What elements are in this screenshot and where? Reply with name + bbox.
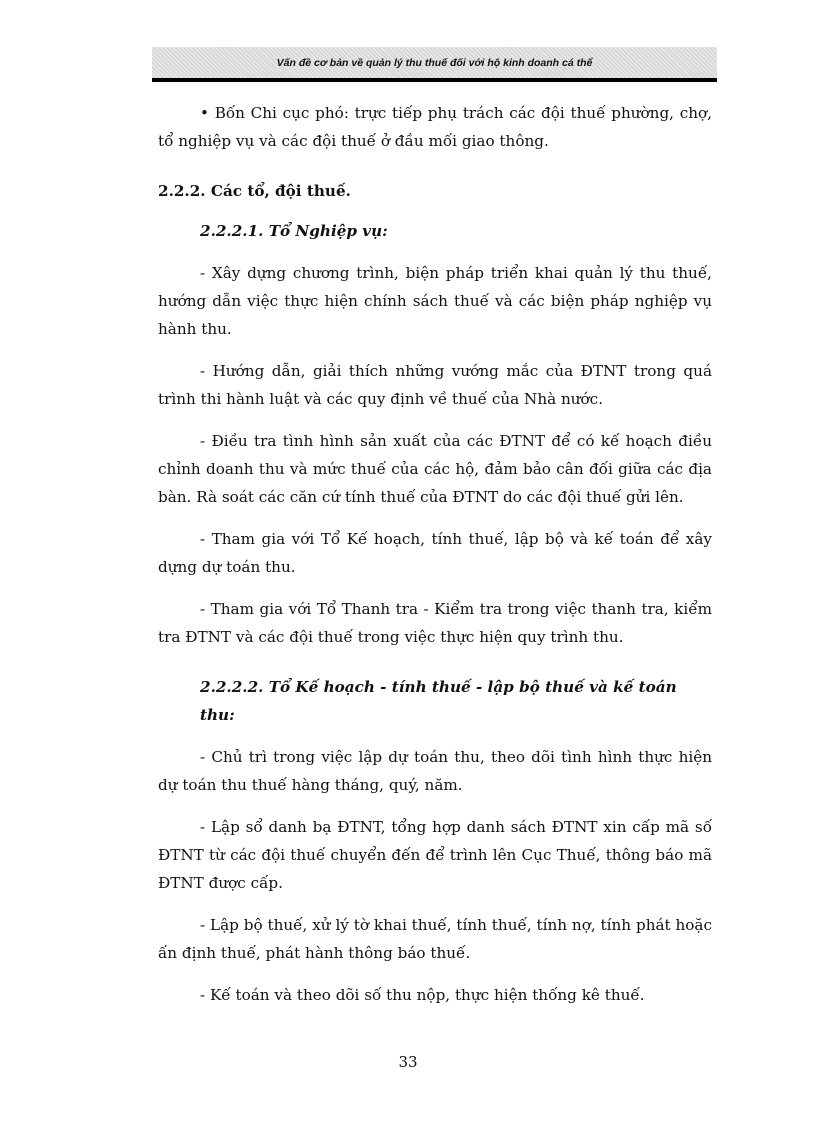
subsection-heading-2-2-2-2: 2.2.2.2. Tổ Kế hoạch - tính thuế - lập bộ thuế và kế toán thu: [200,678,677,724]
paragraph-item: - Điều tra tình hình sản xuất của các ĐTNT để có kế hoạch điều chỉnh doanh thu và mức thuế của các hộ, đảm bảo cân đối giữa các địa bàn. Rà soát các căn cứ tính thuế của ĐTNT do các đội thuế gửi lên. [158,432,712,506]
paragraph-item: - Lập bộ thuế, xử lý tờ khai thuế, tính thuế, tính nợ, tính phát hoặc ấn định thuế, phát hành thông báo thuế. [158,916,712,962]
paragraph-deputy-heads: • Bốn Chi cục phó: trực tiếp phụ trách các đội thuế phường, chợ, tổ nghiệp vụ và các đội thuế ở đầu mối giao thông. [158,104,712,150]
paragraph-item: - Hướng dẫn, giải thích những vướng mắc của ĐTNT trong quá trình thi hành luật và các quy định về thuế của Nhà nước. [158,362,712,408]
paragraph-item: - Kế toán và theo dõi số thu nộp, thực hiện thống kê thuế. [200,986,645,1004]
running-header [152,47,717,78]
paragraph-item: - Tham gia với Tổ Kế hoạch, tính thuế, lập bộ và kế toán để xây dựng dự toán thu. [158,530,712,576]
header-rule [152,78,717,82]
subsection-heading-2-2-2-1: 2.2.2.1. Tổ Nghiệp vụ: [200,222,388,240]
page-number: 33 [398,1053,418,1071]
section-heading-2-2-2: 2.2.2. Các tổ, đội thuế. [158,182,351,200]
paragraph-item: - Lập sổ danh bạ ĐTNT, tổng hợp danh sách ĐTNT xin cấp mã số ĐTNT từ các đội thuế chuyển đến để trình lên Cục Thuế, thông báo mã ĐTNT được cấp. [158,818,712,892]
running-header-title: Vấn đề cơ bản về quản lý thu thuế đối với hộ kinh doanh cá thể [276,56,593,69]
page-body [158,99,712,1023]
paragraph-item: - Xây dựng chương trình, biện pháp triển khai quản lý thu thuế, hướng dẫn việc thực hiện chính sách thuế và các biện pháp nghiệp vụ hành thu. [158,264,712,338]
paragraph-item: - Tham gia với Tổ Thanh tra - Kiểm tra trong việc thanh tra, kiểm tra ĐTNT và các đội thuế trong việc thực hiện quy trình thu. [158,600,712,646]
paragraph-item: - Chủ trì trong việc lập dự toán thu, theo dõi tình hình thực hiện dự toán thu thuế hàng tháng, quý, năm. [158,748,712,794]
